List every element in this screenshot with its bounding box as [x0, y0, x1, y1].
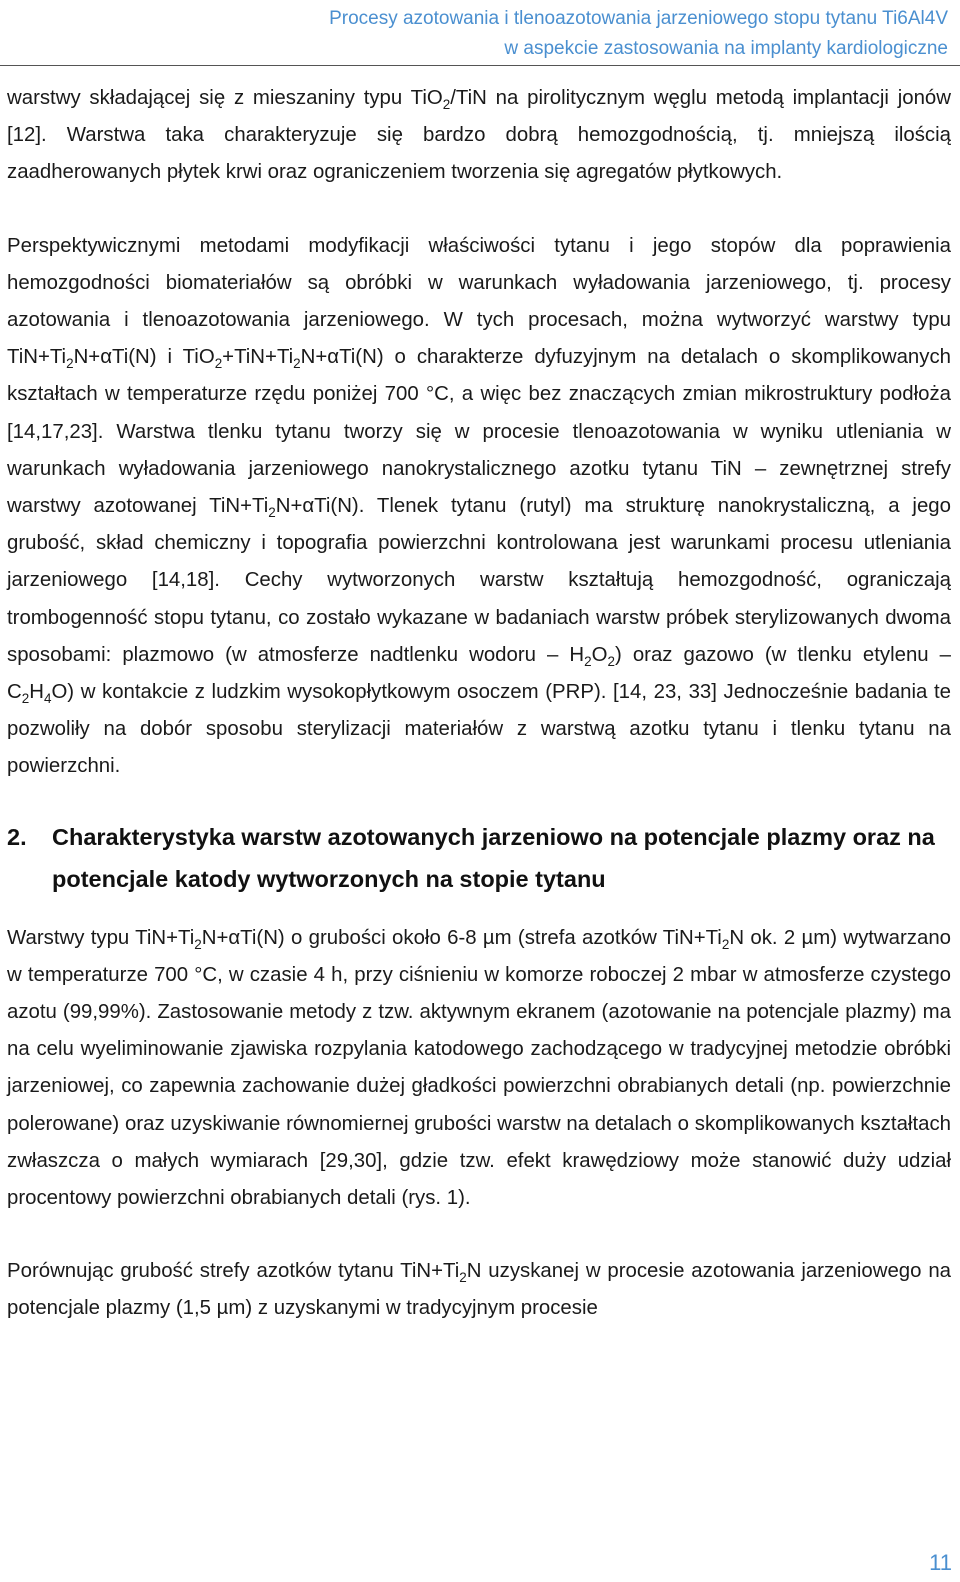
text-run: O	[591, 643, 608, 666]
text-run: /TiN na pirolitycznym węglu metodą implantacji jonów [12]. Warstwa taka charakteryzuje się bardzo dobrą hemozgodnością, tj. mniejszą ilością zaadherowanych płytek krwi oraz ograniczeniem tworzenia się agregatów płytkowych.	[7, 87, 951, 184]
text-run: N+αTi(N) o charakterze dyfuzyjnym na detalach o skomplikowanych kształtach w temperaturze rzędu poniżej 700 °C, a więc bez znaczących zmian mikrostruktury podłoża [14,17,23]. Warstwa tlenku tytanu tworzy się w procesie tlenoazotowania w wyniku utleniania w warunkach wyładowania jarzeniowego nanokrystalicznego azotku tytanu TiN – zewnętrznej strefy warstwy azotowanej TiN+Ti	[7, 346, 951, 518]
subscript: 2	[268, 505, 276, 521]
text-run: Porównując grubość strefy azotków tytanu TiN+Ti	[7, 1260, 460, 1283]
text-run: N+αTi(N) o grubości około 6-8 µm (strefa azotków TiN+Ti	[201, 926, 722, 949]
subscript: 2	[584, 653, 592, 669]
subscript: 2	[214, 356, 223, 372]
subscript: 4	[43, 691, 52, 707]
subscript: 2	[459, 1270, 467, 1286]
subscript: 2	[66, 356, 74, 372]
section-heading	[7, 816, 951, 900]
section-number: 2.	[7, 823, 27, 850]
subscript: 2	[21, 691, 30, 707]
section-title: Charakterystyka warstw azotowanych jarzeniowo na potencjale plazmy oraz na potencjale katody wytworzonych na stopie tytanu	[52, 823, 935, 892]
subscript: 2	[194, 936, 202, 952]
text-run: O) w kontakcie z ludzkim wysokopłytkowym osoczem (PRP). [14, 23, 33] Jednocześnie badania te pozwoliły na dobór sposobu sterylizacji materiałów z warstwą azotku tytanu i tlenku tytanu na powierzchni.	[7, 681, 951, 778]
text-run: Perspektywicznymi metodami modyfikacji właściwości tytanu i jego stopów dla poprawienia hemozgodności biomateriałów są obróbki w warunkach wyładowania jarzeniowego, tj. procesy azotowania i tlenoazotowania jarzeniowego. W tych procesach, można wytworzyć warstwy typu TiN+Ti	[7, 234, 951, 369]
paragraph-intro-continuation	[7, 80, 951, 192]
paragraph-glow-discharge-methods	[7, 228, 951, 786]
subscript: 2	[721, 936, 730, 952]
text-run: N ok. 2 µm) wytwarzano w temperaturze 700 °C, w czasie 4 h, przy ciśnieniu w komorze roboczej 2 mbar w atmosferze czystego azotu (99,99%). Zastosowanie metody z tzw. aktywnym ekranem (azotowanie na potencjale plazmy) ma na celu wyeliminowanie zjawiska rozpylania katodowego zachodzącego w tradycyjnej metodzie obróbki jarzeniowej, co zapewnia zachowanie dużej gładkości powierzchni obrabianych detali (np. powierzchnie polerowane) oraz uzyskiwanie równomiernej grubości warstw na detalach o skomplikowanych kształtach zwłaszcza o małych wymiarach [29,30], gdzie tzw. efekt krawędziowy może stanowić duży udział procentowy powierzchni obrabianych detali (rys. 1).	[7, 926, 951, 1210]
running-header-line-1: Procesy azotowania i tlenoazotowania jarzeniowego stopu tytanu Ti6Al4V	[329, 8, 948, 29]
text-run: warstwy składającej się z mieszaniny typu TiO	[7, 87, 443, 109]
paragraph-thickness-comparison	[7, 1253, 951, 1327]
text-run: +TiN+Ti	[222, 346, 294, 369]
paragraph-nitrided-layers	[7, 920, 951, 1218]
subscript: 2	[607, 653, 615, 669]
page-body	[7, 80, 951, 1328]
text-run: H	[29, 681, 44, 704]
text-run: N+αTi(N). Tlenek tytanu (rutyl) ma strukturę nanokrystaliczną, a jego grubość, skład chemiczny i topografia powierzchni kontrolowana jest warunkami procesu utleniania jarzeniowego [14,18]. Cechy wytworzonych warstw kształtują hemozgodność, ograniczają trombogenność stopu tytanu, co zostało wykazane w badaniach warstw próbek sterylizowanych dwoma sposobami: plazmowo (w atmosferze nadtlenku wodoru – H	[7, 495, 951, 666]
text-run: Warstwy typu TiN+Ti	[7, 926, 195, 949]
running-header-line-2: w aspekcie zastosowania na implanty kardiologiczne	[504, 38, 948, 59]
header-divider	[0, 65, 960, 66]
text-run: N+αTi(N) i TiO	[73, 346, 215, 369]
text-run: N uzyskanej w procesie azotowania jarzeniowego na potencjale plazmy (1,5 µm) z uzyskanymi w tradycyjnym procesie	[7, 1260, 951, 1320]
page-number: 11	[929, 1550, 952, 1575]
text-run: ) oraz gazowo (w tlenku etylenu – C	[7, 643, 952, 704]
running-header	[48, 4, 948, 64]
subscript: 2	[442, 97, 451, 113]
subscript: 2	[293, 356, 301, 372]
